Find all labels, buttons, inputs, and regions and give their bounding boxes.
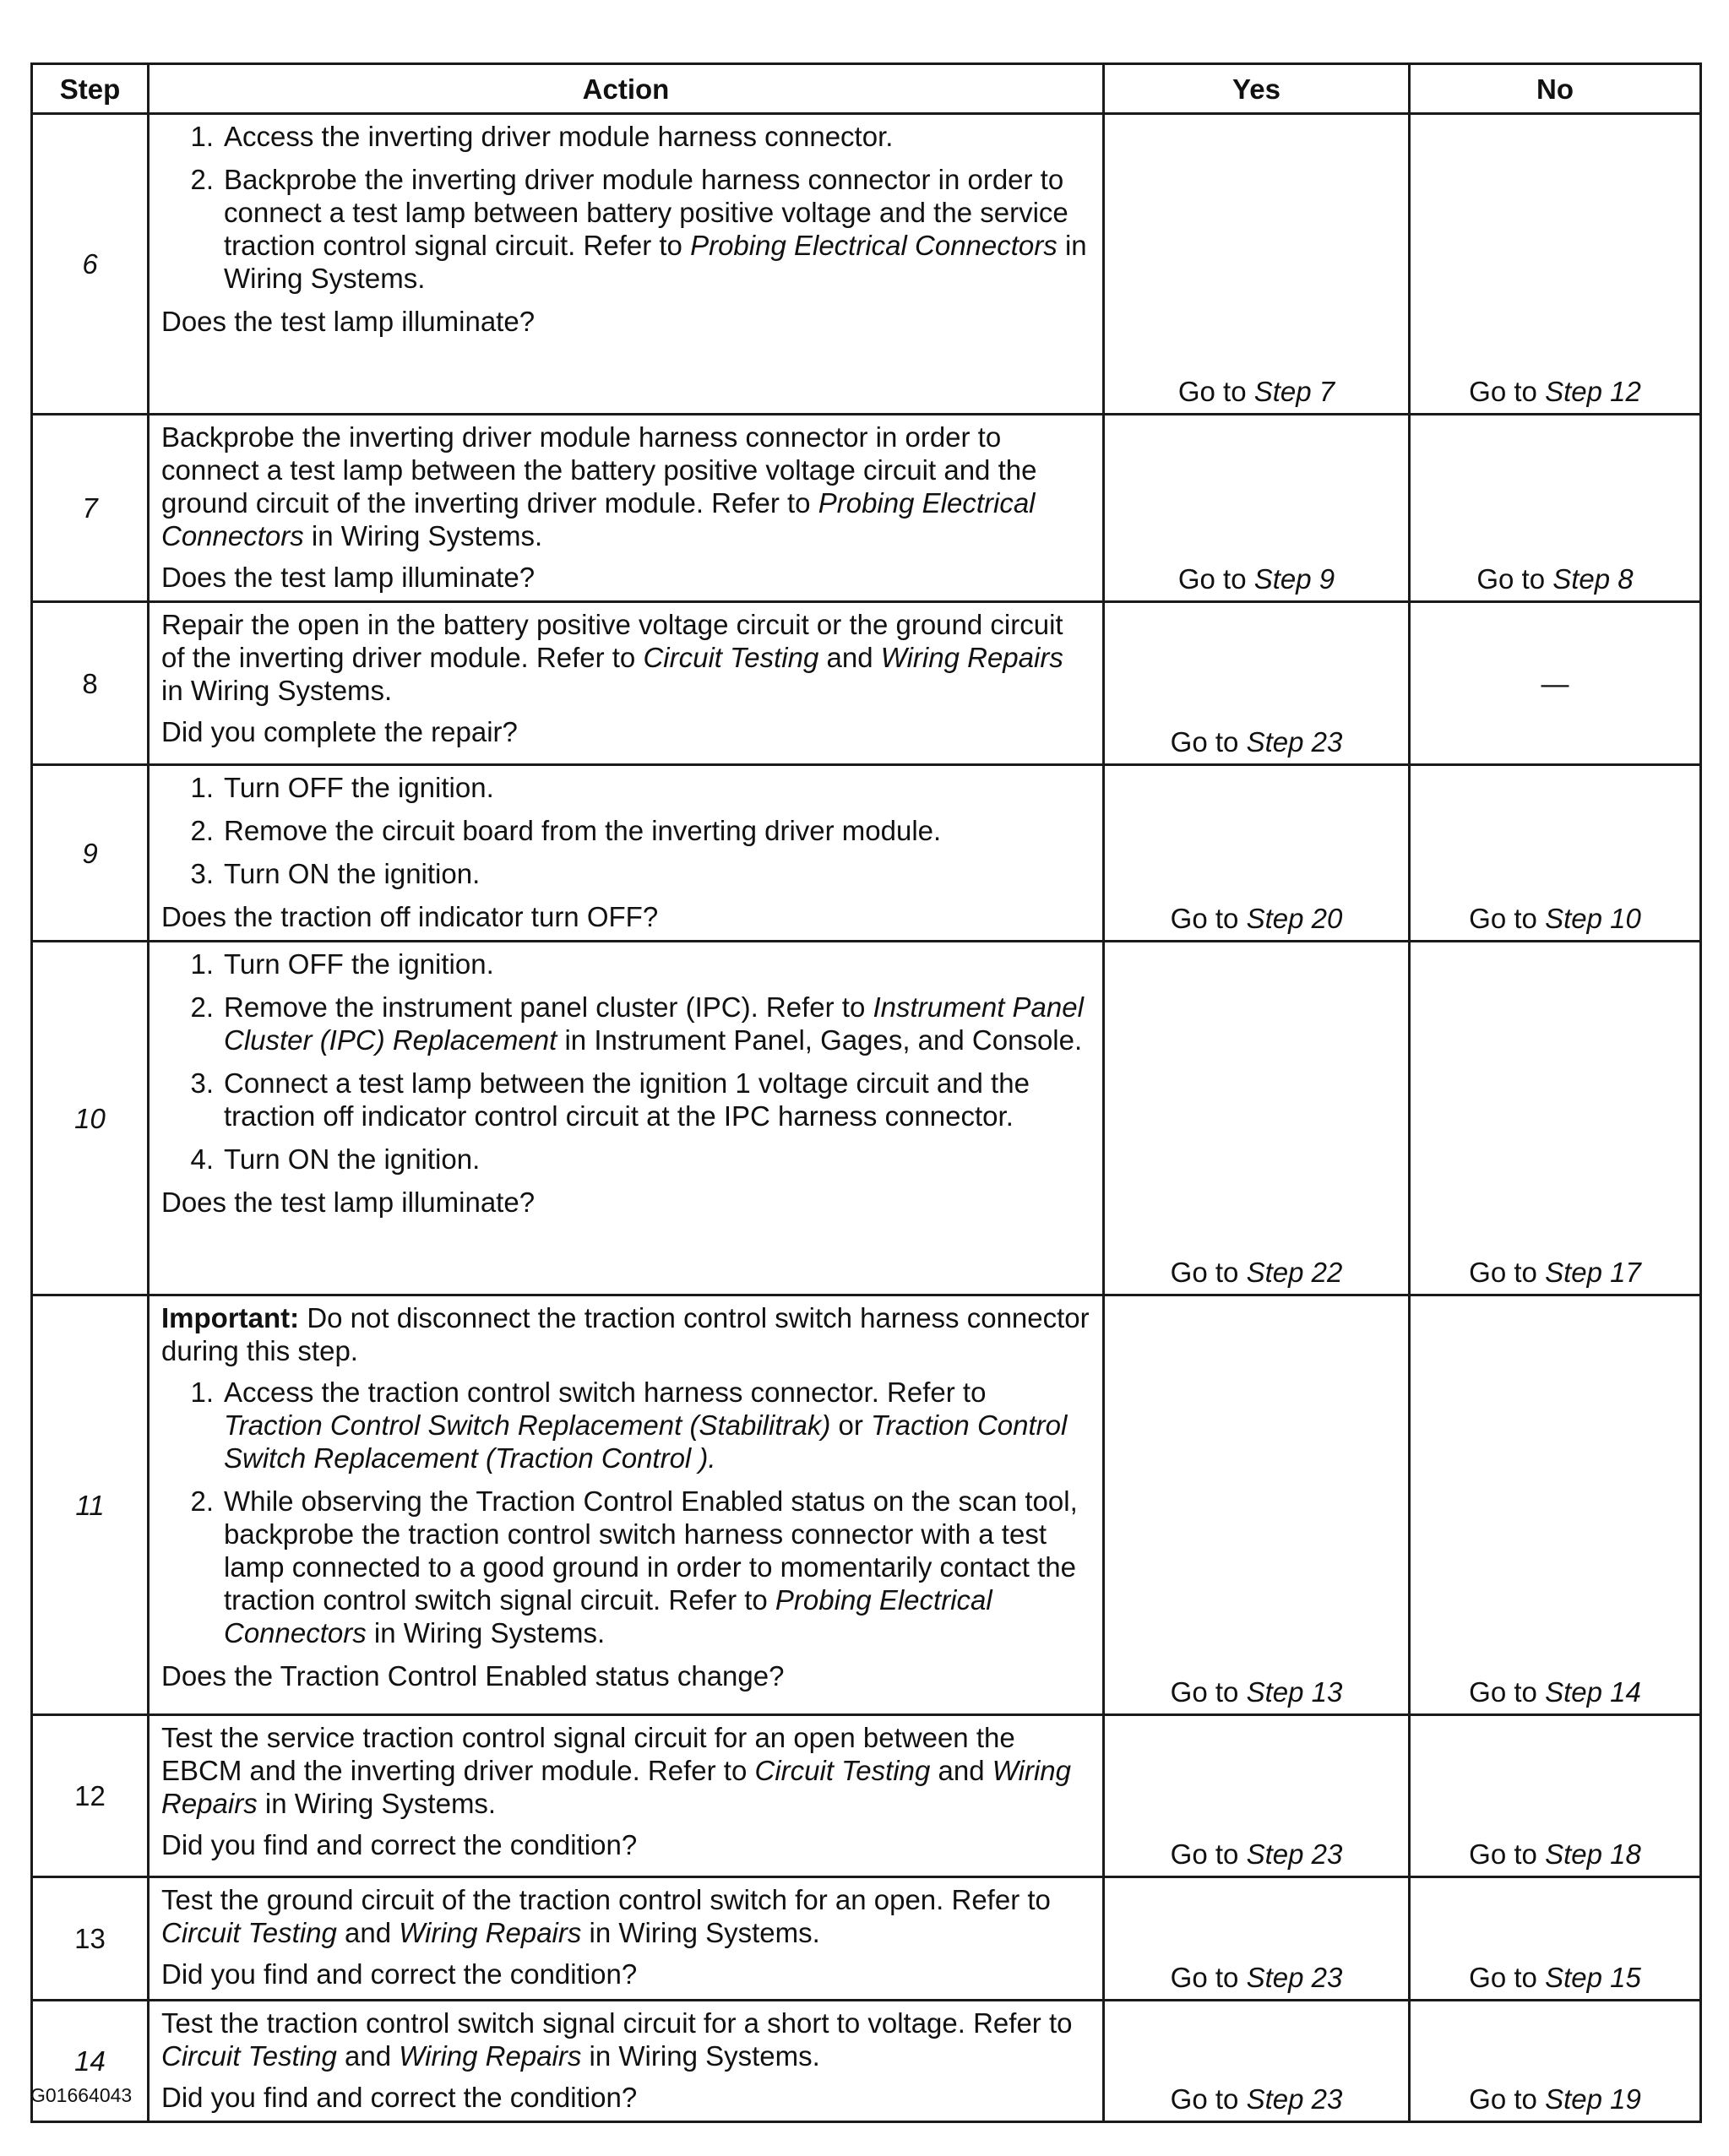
list-item-number: 1. <box>190 948 214 980</box>
action-cell <box>149 2001 1104 2122</box>
action-text: Remove the circuit board from the inverting driver module. <box>224 815 942 846</box>
action-text: Backprobe the inverting driver module harness connector in order to connect a test lamp between the battery positive voltage circuit and the ground circuit of the inverting driver module. Refer to <box>161 421 1037 519</box>
action-text: Repair the open in the battery positive voltage circuit or the ground circuit of the inverting driver module. Refer to <box>161 609 1063 673</box>
table-body <box>32 114 1701 2122</box>
action-cell <box>149 1295 1104 1715</box>
action-question: Did you find and correct the condition? <box>161 1958 638 1990</box>
step-number: 10 <box>32 942 149 1295</box>
list-item-number: 2. <box>190 815 214 846</box>
result-text: Step 22 <box>1246 1257 1343 1288</box>
action-text: Turn ON the ignition. <box>224 1143 481 1175</box>
step-number: 9 <box>32 765 149 942</box>
table-row <box>32 942 1701 1295</box>
action-text: Wiring Repairs <box>399 2040 582 2072</box>
list-item <box>161 163 1090 295</box>
result-text: Step 23 <box>1246 726 1343 758</box>
list-item-text <box>224 991 1090 1056</box>
action-text: and <box>336 2040 400 2072</box>
list-item <box>161 948 1090 980</box>
action-text: Probing Electrical Connectors <box>690 230 1058 261</box>
action-text: Circuit Testing <box>161 2040 337 2072</box>
action-paragraph <box>161 1301 1090 1367</box>
list-item-number: 4. <box>190 1143 214 1175</box>
result-text: Step 10 <box>1545 903 1641 934</box>
action-list <box>161 771 1090 890</box>
action-list <box>161 120 1090 295</box>
action-cell <box>149 602 1104 765</box>
action-text: Connect a test lamp between the ignition 1 voltage circuit and the traction off indicator control circuit at the IPC harness connector. <box>224 1067 1030 1132</box>
list-item-text <box>224 1067 1090 1132</box>
action-text: Test the ground circuit of the traction control switch for an open. Refer to <box>161 1884 1051 1915</box>
list-item <box>161 991 1090 1056</box>
action-text: Test the service traction control signal circuit for an open between the EBCM and the inverting driver module. Refer to <box>161 1722 1015 1786</box>
no-result <box>1410 765 1701 942</box>
table-row <box>32 765 1701 942</box>
list-item <box>161 120 1090 153</box>
result-text: Go to <box>1170 1676 1247 1708</box>
list-item-number: 1. <box>190 121 214 152</box>
action-text: Traction Control Switch Replacement (Stabilitrak) <box>224 1409 831 1441</box>
action-cell <box>149 765 1104 942</box>
list-item-text <box>224 1485 1090 1649</box>
result-text: Go to <box>1170 1257 1247 1288</box>
list-item-text <box>224 948 1090 980</box>
list-item <box>161 814 1090 847</box>
table-row <box>32 114 1701 415</box>
action-question: Did you find and correct the condition? <box>161 1829 638 1860</box>
result-text: Step 23 <box>1246 1962 1343 1993</box>
header-yes: Yes <box>1104 64 1410 114</box>
result-text: Go to <box>1469 1962 1546 1993</box>
list-item-number: 3. <box>190 858 214 889</box>
table-row <box>32 1295 1701 1715</box>
header-no: No <box>1410 64 1701 114</box>
action-paragraph <box>161 1883 1090 1949</box>
action-text: Wiring Repairs <box>161 1755 1071 1819</box>
list-item-text <box>224 857 1090 890</box>
action-text: Wiring Repairs <box>399 1917 582 1948</box>
yes-result <box>1104 942 1410 1295</box>
list-item <box>161 857 1090 890</box>
action-text: in Wiring Systems. <box>581 2040 820 2072</box>
result-text: Step 14 <box>1545 1676 1641 1708</box>
action-text: Remove the instrument panel cluster (IPC). Refer to <box>224 991 873 1023</box>
step-number: 7 <box>32 415 149 602</box>
result-text: Step 9 <box>1253 563 1335 595</box>
result-text: Go to <box>1177 376 1254 407</box>
table-row <box>32 602 1701 765</box>
yes-result <box>1104 114 1410 415</box>
list-item <box>161 1485 1090 1649</box>
table-row <box>32 1877 1701 2001</box>
yes-result <box>1104 765 1410 942</box>
result-text: Step 23 <box>1246 2083 1343 2115</box>
step-number: 13 <box>32 1877 149 2001</box>
action-text: and <box>818 642 881 673</box>
list-item-number: 1. <box>190 1377 214 1408</box>
result-text: Go to <box>1476 563 1553 595</box>
result-text: Go to <box>1469 2083 1546 2115</box>
yes-result <box>1104 1715 1410 1877</box>
list-item <box>161 1067 1090 1132</box>
list-item <box>161 1376 1090 1474</box>
result-text: Step 23 <box>1246 1838 1343 1870</box>
result-text: Step 18 <box>1545 1838 1641 1870</box>
list-item-number: 2. <box>190 991 214 1023</box>
no-result <box>1410 2001 1701 2122</box>
result-text: Go to <box>1469 376 1546 407</box>
header-action: Action <box>149 64 1104 114</box>
result-text: Step 12 <box>1545 376 1641 407</box>
no-result <box>1410 114 1701 415</box>
action-text: in Wiring Systems. <box>303 520 543 551</box>
action-text: Probing Electrical Connectors <box>224 1584 992 1648</box>
result-text: Go to <box>1170 903 1247 934</box>
diagnostic-table-sheet <box>30 62 1699 2123</box>
action-text: Turn OFF the ignition. <box>224 772 494 803</box>
yes-result <box>1104 415 1410 602</box>
no-result <box>1410 1877 1701 2001</box>
action-paragraph <box>161 421 1090 552</box>
result-text: Go to <box>1469 903 1546 934</box>
action-paragraph <box>161 2007 1090 2072</box>
table-row <box>32 415 1701 602</box>
step-number: 12 <box>32 1715 149 1877</box>
action-text: Instrument Panel Cluster (IPC) Replacement <box>224 991 1084 1056</box>
result-text: Step 13 <box>1246 1676 1343 1708</box>
no-result <box>1410 1715 1701 1877</box>
result-text: Step 15 <box>1545 1962 1641 1993</box>
result-text: Go to <box>1469 1676 1546 1708</box>
step-number: 8 <box>32 602 149 765</box>
action-cell <box>149 114 1104 415</box>
action-question: Does the test lamp illuminate? <box>161 306 536 337</box>
action-question: Did you find and correct the condition? <box>161 2082 638 2113</box>
result-text: — <box>1541 667 1569 699</box>
action-list <box>161 948 1090 1176</box>
action-text: Circuit Testing <box>754 1755 931 1786</box>
action-text: in Wiring Systems. <box>224 230 1087 294</box>
result-text: Step 8 <box>1552 563 1634 595</box>
list-item-text <box>224 1376 1090 1474</box>
list-item-number: 1. <box>190 772 214 803</box>
yes-result <box>1104 602 1410 765</box>
table-header-row <box>32 64 1701 114</box>
action-cell <box>149 415 1104 602</box>
yes-result <box>1104 1877 1410 2001</box>
action-question: Does the traction off indicator turn OFF? <box>161 901 659 932</box>
step-number: 6 <box>32 114 149 415</box>
header-step: Step <box>32 64 149 114</box>
result-text: Step 7 <box>1253 376 1335 407</box>
table-row <box>32 2001 1701 2122</box>
list-item-text <box>224 814 1090 847</box>
action-text: in Instrument Panel, Gages, and Console. <box>557 1024 1083 1056</box>
step-number: 11 <box>32 1295 149 1715</box>
action-text: Access the inverting driver module harness connector. <box>224 121 894 152</box>
no-result <box>1410 942 1701 1295</box>
result-text: Go to <box>1170 1962 1247 1993</box>
action-question: Does the test lamp illuminate? <box>161 562 536 593</box>
action-cell <box>149 942 1104 1295</box>
action-paragraph <box>161 1721 1090 1820</box>
action-text: Backprobe the inverting driver module harness connector in order to connect a test lamp between battery positive voltage and the service traction control signal circuit. Refer to <box>224 164 1068 261</box>
yes-result <box>1104 2001 1410 2122</box>
result-text: Go to <box>1170 2083 1247 2115</box>
list-item <box>161 771 1090 804</box>
step-number: 14 <box>32 2001 149 2122</box>
action-text: While observing the Traction Control Enabled status on the scan tool, backprobe the traction control switch harness connector with a test lamp connected to a good ground in order to momentarily contact the traction control switch signal circuit. Refer to <box>224 1485 1078 1616</box>
action-text: Important: <box>161 1302 300 1333</box>
table-row <box>32 1715 1701 1877</box>
action-text: or <box>830 1409 872 1441</box>
action-question: Does the Traction Control Enabled status change? <box>161 1660 785 1692</box>
action-text: Traction Control Switch Replacement (Traction Control ). <box>224 1409 1068 1474</box>
result-text: Go to <box>1170 726 1247 758</box>
list-item-text <box>224 163 1090 295</box>
action-question: Did you complete the repair? <box>161 716 518 747</box>
action-text: in Wiring Systems. <box>161 675 393 706</box>
list-item-number: 2. <box>190 1485 214 1517</box>
no-result <box>1410 415 1701 602</box>
action-text: Probing Electrical Connectors <box>161 487 1036 551</box>
result-text: Go to <box>1469 1257 1546 1288</box>
action-text: and <box>336 1917 400 1948</box>
action-text: Turn ON the ignition. <box>224 858 481 889</box>
action-paragraph <box>161 608 1090 707</box>
result-text: Go to <box>1170 1838 1247 1870</box>
yes-result <box>1104 1295 1410 1715</box>
result-text: Step 20 <box>1246 903 1343 934</box>
figure-id: G01664043 <box>30 2084 133 2106</box>
action-question: Does the test lamp illuminate? <box>161 1187 536 1218</box>
result-text: Step 17 <box>1545 1257 1641 1288</box>
list-item-text <box>224 771 1090 804</box>
result-text: Go to <box>1177 563 1254 595</box>
action-text: Circuit Testing <box>161 1917 337 1948</box>
list-item <box>161 1143 1090 1176</box>
list-item-number: 2. <box>190 164 214 195</box>
action-text: Access the traction control switch harness connector. Refer to <box>224 1377 987 1408</box>
action-text: in Wiring Systems. <box>366 1617 606 1648</box>
action-cell <box>149 1877 1104 2001</box>
no-result <box>1410 602 1701 765</box>
list-item-text <box>224 1143 1090 1176</box>
action-text: Circuit Testing <box>643 642 819 673</box>
diagnostic-steps-table <box>30 62 1702 2123</box>
action-text: and <box>930 1755 992 1786</box>
action-text: in Wiring Systems. <box>581 1917 820 1948</box>
action-text: Turn OFF the ignition. <box>224 948 494 980</box>
action-text: Wiring Repairs <box>880 642 1063 673</box>
list-item-number: 3. <box>190 1067 214 1099</box>
result-text: Step 19 <box>1545 2083 1641 2115</box>
action-text: Test the traction control switch signal circuit for a short to voltage. Refer to <box>161 2007 1073 2039</box>
list-item-text <box>224 120 1090 153</box>
action-cell <box>149 1715 1104 1877</box>
action-text: Do not disconnect the traction control switch harness connector during this step. <box>161 1302 1090 1366</box>
result-text: Go to <box>1469 1838 1546 1870</box>
action-list <box>161 1376 1090 1649</box>
action-text: in Wiring Systems. <box>257 1788 497 1819</box>
no-result <box>1410 1295 1701 1715</box>
